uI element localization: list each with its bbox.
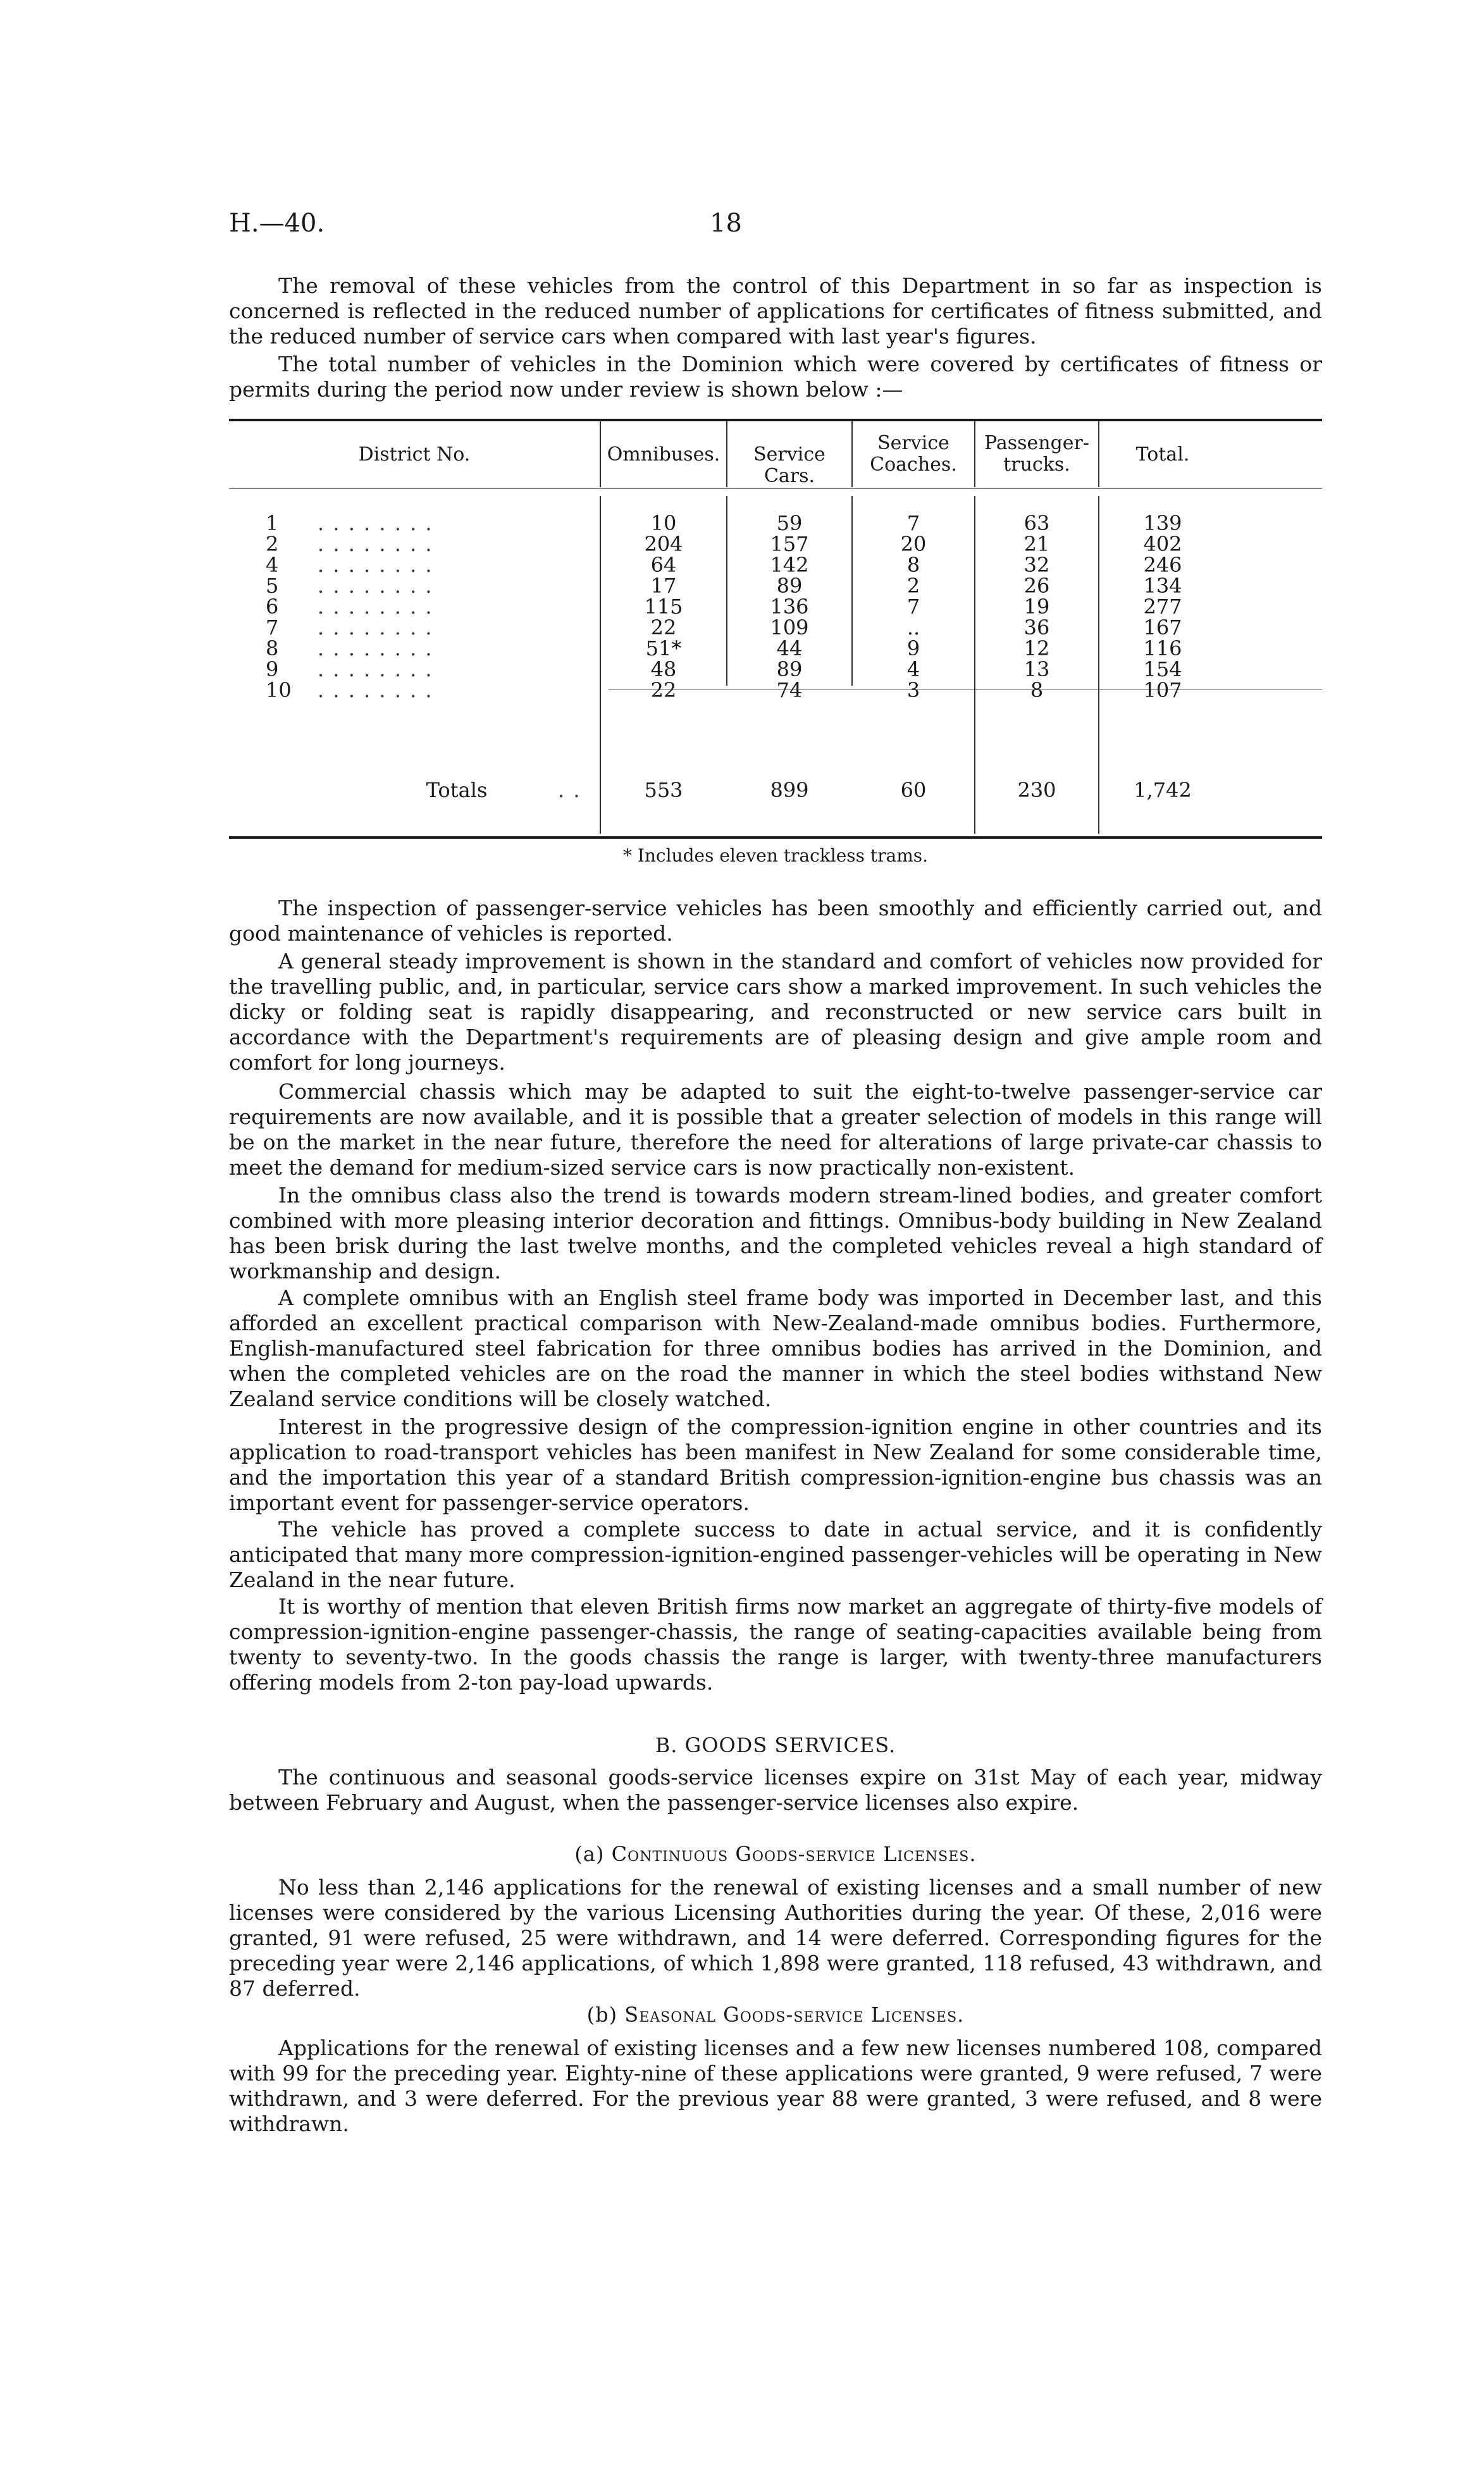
body-paragraph-8: It is worthy of mention that eleven British firms now market an aggregate of thirty-five models of compression-ignition-engine passenger-chassis, the range of seating-capacities available being from twenty to seventy-two. In the goods chassis the range is larger, with twenty-three manufacturers offering models from 2-ton pay-load upwards.: [229, 1594, 1322, 1695]
table-cell-total: 154: [1143, 657, 1182, 681]
table-cell-trucks: 12: [1023, 636, 1050, 660]
district-number: 4: [266, 553, 279, 577]
table-cell-trucks: 8: [1030, 678, 1044, 702]
table-cell-service-cars: 136: [770, 595, 809, 619]
col-district: District No.: [358, 443, 471, 466]
intro-paragraph-2: The total number of vehicles in the Dominion which were covered by certificates of fitness or permits during the period now under review is shown below :—: [229, 352, 1322, 402]
page-number: 18: [710, 209, 742, 238]
district-number: 8: [266, 636, 279, 660]
table-cell-total: 167: [1143, 615, 1182, 640]
table-cell-service-cars: 44: [776, 636, 803, 660]
totals-service-cars: 899: [770, 778, 809, 802]
body-paragraph-5: A complete omnibus with an English steel frame body was imported in December last, and this afforded an excellent practical comparison with New-Zealand-made omnibus bodies. Furthermore, English-manufactured steel fabrication for three omnibus bodies has arrived in the Dominion, and when the completed vehicles are on the road the manner in which the steel bodies withstand New Zealand service conditions will be closely watched.: [229, 1285, 1322, 1411]
table-cell-coaches: 7: [906, 595, 920, 619]
body-paragraph-2: A general steady improvement is shown in the standard and comfort of vehicles now provided for the travelling public, and, in particular, service cars show a marked improvement. In such vehicles the dicky or folding seat is rapidly disappearing, and reconstructed or new service cars built in accordance with the Department's requirements are of pleasing design and give ample room and comfort for long journeys.: [229, 949, 1322, 1075]
district-number: 5: [266, 574, 279, 598]
table-cell-omnibuses: 48: [650, 657, 677, 681]
body-paragraph-6: Interest in the progressive design of the compression-ignition engine in other countries and its application to road-transport vehicles has been manifest in New Zealand for some considerable time, and the importation this year of a standard British compression-ignition-engine bus chassis was an important event for passenger-service operators.: [229, 1414, 1322, 1515]
table-cell-omnibuses: 115: [644, 595, 683, 619]
col-omnibuses: Omnibuses.: [607, 443, 720, 466]
col-service-coaches: Service Coaches.: [870, 432, 957, 476]
table-cell-trucks: 26: [1023, 574, 1050, 598]
table-cell-omnibuses: 22: [650, 678, 677, 702]
table-cell-total: 107: [1143, 678, 1182, 702]
table-cell-total: 402: [1143, 532, 1182, 556]
table-cell-service-cars: 59: [776, 511, 803, 535]
totals-omnibuses: 553: [644, 778, 683, 802]
table-cell-coaches: 9: [906, 636, 920, 660]
table-cell-total: 139: [1143, 511, 1182, 535]
table-cell-trucks: 21: [1023, 532, 1050, 556]
section-b-intro: The continuous and seasonal goods-service licenses expire on 31st May of each year, midway between February and August, when the passenger-service licenses also expire.: [229, 1765, 1322, 1815]
table-cell-coaches: 20: [900, 532, 927, 556]
body-paragraph-7: The vehicle has proved a complete success to date in actual service, and it is confidently anticipated that many more compression-ignition-engined passenger-vehicles will be operating in New Zealand in the near future.: [229, 1517, 1322, 1592]
table-cell-service-cars: 109: [770, 615, 809, 640]
subsection-b-text: Applications for the renewal of existing licenses and a few new licenses numbered 108, compared with 99 for the preceding year. Eighty-nine of these applications were granted, 9 were refused, 7 were withdrawn, and 3 were deferred. For the previous year 88 were granted, 3 were refused, and 8 were withdrawn.: [229, 2036, 1322, 2136]
table-cell-omnibuses: 64: [650, 553, 677, 577]
table-cell-coaches: 7: [906, 511, 920, 535]
table-footnote: * Includes eleven trackless trams.: [622, 845, 929, 866]
body-paragraph-3: Commercial chassis which may be adapted to suit the eight-to-twelve passenger-service car requirements are now available, and it is possible that a greater selection of models in this range will be on the market in the near future, therefore the need for alterations of large private-car chassis to meet the demand for medium-sized service cars is now practically non-existent.: [229, 1079, 1322, 1180]
table-cell-coaches: 2: [906, 574, 920, 598]
table-cell-trucks: 63: [1023, 511, 1050, 535]
table-cell-service-cars: 89: [776, 574, 803, 598]
table-cell-service-cars: 89: [776, 657, 803, 681]
col-passenger-trucks: Passenger- trucks.: [984, 432, 1090, 476]
table-cell-service-cars: 74: [776, 678, 803, 702]
table-cell-total: 246: [1143, 553, 1182, 577]
body-paragraph-4: In the omnibus class also the trend is towards modern stream-lined bodies, and greater comfort combined with more pleasing interior decoration and fittings. Omnibus-body building in New Zealand has been brisk during the last twelve months, and the completed vehicles reveal a high standard of workmanship and design.: [229, 1183, 1322, 1283]
subsection-a-heading: (a) Continuous Goods-service Licenses.: [574, 1842, 977, 1866]
col-total: Total.: [1135, 443, 1190, 466]
district-number: 10: [266, 678, 292, 702]
totals-coaches: 60: [900, 778, 927, 802]
totals-label: Totals: [426, 778, 488, 802]
table-cell-coaches: ..: [906, 615, 920, 640]
table-cell-omnibuses: 17: [650, 574, 677, 598]
totals-trucks: 230: [1017, 778, 1056, 802]
body-paragraph-1: The inspection of passenger-service vehicles has been smoothly and efficiently carried out, and good maintenance of vehicles is reported.: [229, 896, 1322, 946]
table-cell-trucks: 36: [1023, 615, 1050, 640]
table-cell-coaches: 3: [906, 678, 920, 702]
table-cell-coaches: 8: [906, 553, 920, 577]
section-b-heading: B. GOODS SERVICES.: [655, 1733, 896, 1757]
table-top-rule: [229, 419, 1322, 421]
col-service-cars: Service Cars.: [753, 443, 825, 487]
table-cell-coaches: 4: [906, 657, 920, 681]
table-cell-total: 277: [1143, 595, 1182, 619]
table-cell-omnibuses: 22: [650, 615, 677, 640]
intro-paragraph-1: The removal of these vehicles from the control of this Department in so far as inspection is concerned is reflected in the reduced number of applications for certificates of fitness submitted, and the reduced number of service cars when compared with last year's figures.: [229, 273, 1322, 349]
table-cell-omnibuses: 204: [644, 532, 683, 556]
table-cell-trucks: 13: [1023, 657, 1050, 681]
vehicle-certificates-table: District No. Omnibuses. Service Cars. Service Coaches. Passenger- trucks. Total. 1 . . . . . . . . 10 59 7 63 139 2 . . . . . . . . 204 157 20 21 402 4 . . . . . . . . 64 142 8 32 246 5 . . . . . . . . 17 89 2 26 134 6 . . . . . . . . 115 136 7 19 277 7 . . . . . . . . 22 109 .. 36 167 8 . . . . . . . . 51* 44 9 12 116 9 . . . . . . . . 48 89 4 13 154 10 . . . . . . . . 22 74 3 8 107 Totals . . 553 899 60 230 1,742: [229, 419, 1322, 839]
district-number: 9: [266, 657, 279, 681]
table-cell-total: 116: [1143, 636, 1182, 660]
table-cell-trucks: 19: [1023, 595, 1050, 619]
district-number: 6: [266, 595, 279, 619]
district-number: 2: [266, 532, 279, 556]
table-cell-service-cars: 142: [770, 553, 809, 577]
report-code: H.—40.: [229, 209, 325, 238]
table-cell-total: 134: [1143, 574, 1182, 598]
table-cell-omnibuses: 51*: [645, 636, 682, 660]
table-cell-omnibuses: 10: [650, 511, 677, 535]
subsection-b-heading: (b) Seasonal Goods-service Licenses.: [586, 2003, 965, 2027]
table-cell-trucks: 32: [1023, 553, 1050, 577]
totals-total: 1,742: [1134, 778, 1192, 802]
table-bottom-rule: [229, 836, 1322, 839]
header-rule: [229, 488, 1322, 489]
district-number: 7: [266, 615, 279, 640]
district-number: 1: [266, 511, 279, 535]
table-cell-service-cars: 157: [770, 532, 809, 556]
subsection-a-text: No less than 2,146 applications for the renewal of existing licenses and a small number of new licenses were considered by the various Licensing Authorities during the year. Of these, 2,016 were granted, 91 were refused, 25 were withdrawn, and 14 were deferred. Corresponding figures for the preceding year were 2,146 applications, of which 1,898 were granted, 118 refused, 43 withdrawn, and 87 deferred.: [229, 1875, 1322, 2001]
